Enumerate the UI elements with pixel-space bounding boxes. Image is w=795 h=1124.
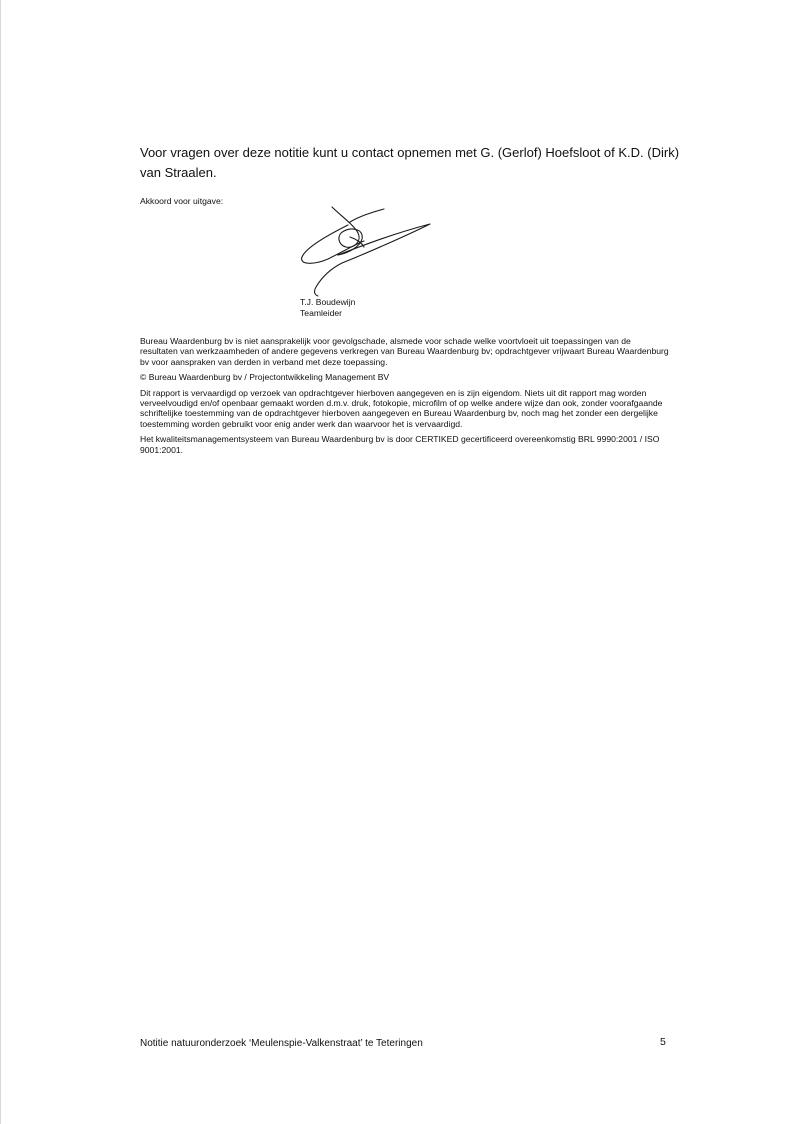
handwritten-signature xyxy=(292,203,442,298)
reproduction-notice: Dit rapport is vervaardigd op verzoek van opdrachtgever hierboven aangegeven en is zijn eigendom. Niets uit dit rapport mag worden verveelvoudigd en/of openbaar gemaakt worden d.m.v. druk, fotokopie, microfilm of op welke andere wijze dan ook, zonder voorafgaande schriftelijke toestemming van de opdrachtgever hierboven aangegeven en Bureau Waardenburg bv, noch mag het zonder een dergelijke toestemming worden gebruikt voor enig ander werk dan waarvoor het is vervaardigd. xyxy=(140,387,663,429)
footer-title: Notitie natuuronderzoek ‘Meulenspie-Valkenstraat’ te Teteringen xyxy=(140,1038,423,1049)
signer-name: T.J. Boudewijn xyxy=(300,297,356,307)
disclaimer-section xyxy=(140,336,670,460)
contact-paragraph: Voor vragen over deze notitie kunt u contact opnemen met G. (Gerlof) Hoefsloot of K.D. (Dirk) van Straalen. xyxy=(140,145,680,180)
approval-label: Akkoord voor uitgave: xyxy=(140,196,224,206)
liability-disclaimer: Bureau Waardenburg bv is niet aansprakelijk voor gevolgschade, alsmede voor schade welke voortvloeit uit toepassingen van de resultaten van werkzaamheden of andere gegevens verkregen van Bureau Waardenburg bv; opdrachtgever vrijwaart Bureau Waardenburg bv voor aanspraken van derden in verband met deze toepassing. xyxy=(140,336,669,367)
signer-block xyxy=(300,297,355,319)
copyright-notice: © Bureau Waardenburg bv / Projectontwikkeling Management BV xyxy=(140,372,390,383)
certification-notice: Het kwaliteitsmanagementsysteem van Bureau Waardenburg bv is door CERTIKED gecertificeerd overeenkomstig BRL 9990:2001 / ISO 9001:2001. xyxy=(140,434,660,455)
scan-edge xyxy=(0,0,1,1124)
signer-role: Teamleider xyxy=(300,308,343,318)
page-number: 5 xyxy=(660,1036,666,1048)
